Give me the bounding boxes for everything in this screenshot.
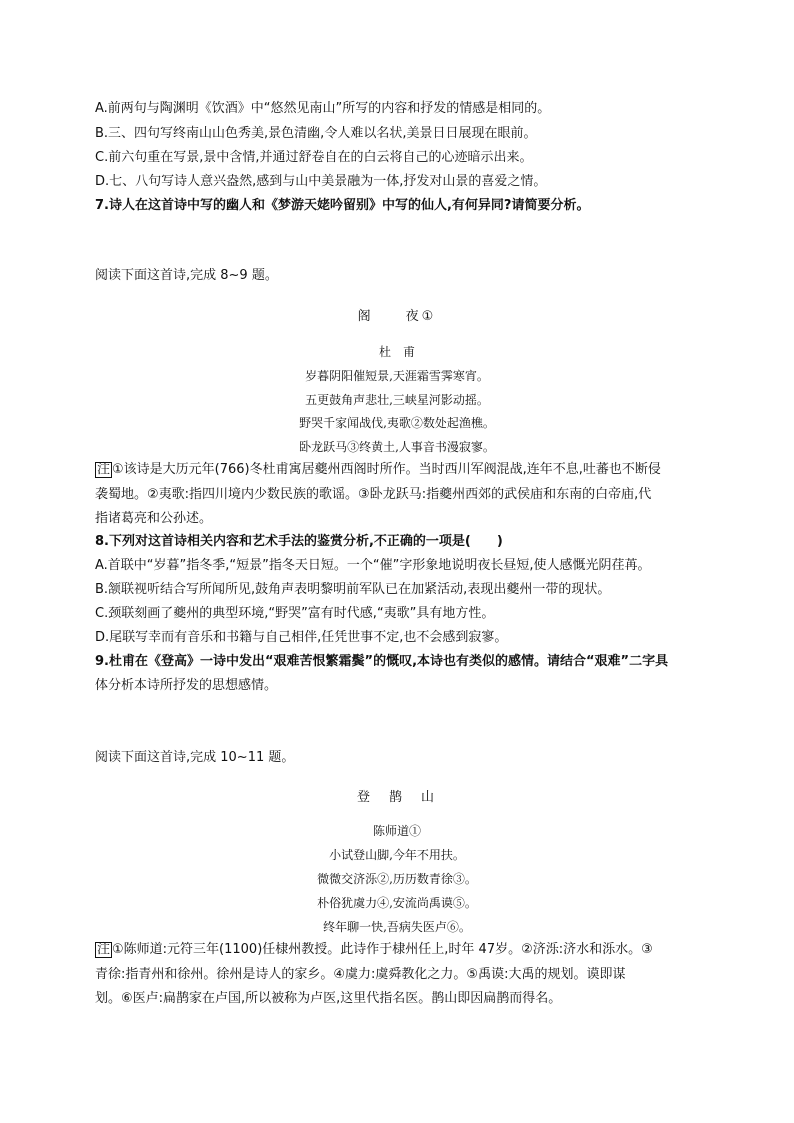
poem-line: 五更鼓角声悲壮,三峡星河影动摇。 — [305, 393, 489, 407]
note-line: 袭蜀地。②夷歌:指四川境内少数民族的歌谣。③卧龙跃马:指夔州西郊的武侯庙和东南的白帝庙,代 — [95, 487, 652, 502]
note-line: 青徐:指青州和徐州。徐州是诗人的家乡。④虞力:虞舜教化之力。⑤禹谟:大禹的规划。谟即谋 — [95, 967, 626, 982]
q8-option-a: A.首联中“岁暮”指冬季,“短景”指冬天日短。一个“催”字形象地说明夜长昼短,使人感慨光阴荏苒。 — [95, 558, 651, 573]
note-label: 注 — [97, 942, 111, 957]
q6-option-d: D.七、八句写诗人意兴盎然,感到与山中美景融为一体,抒发对山景的喜爱之情。 — [95, 174, 547, 189]
q6-option-a: A.前两句与陶渊明《饮酒》中“悠然见南山”所写的内容和抒发的情感是相同的。 — [95, 101, 551, 116]
poem-title: 阁 夜① — [357, 309, 437, 324]
q8-option-c: C.颈联刻画了夔州的典型环境,“野哭”富有时代感,“夷歌”具有地方性。 — [95, 606, 495, 621]
note-line — [95, 462, 661, 478]
note-line — [95, 942, 653, 958]
q6-option-b: B.三、四句写终南山山色秀美,景色清幽,令人难以名状,美景日日展现在眼前。 — [95, 126, 537, 141]
q8-option-d: D.尾联写幸而有音乐和书籍与自己相伴,任凭世事不定,也不会感到寂寥。 — [95, 630, 508, 645]
q8-option-b: B.颔联视听结合写所闻所见,鼓角声表明黎明前军队已在加紧活动,表现出夔州一带的现状。 — [95, 582, 611, 597]
poem-line: 卧龙跃马③终黄土,人事音书漫寂寥。 — [299, 440, 495, 454]
section3-intro: 阅读下面这首诗,完成 10~11 题。 — [95, 750, 295, 765]
note-label: 注 — [97, 462, 111, 477]
question-9-cont: 体分析本诗所抒发的思想感情。 — [95, 678, 278, 693]
poem-line: 终年聊一快,吾病失医卢⑥。 — [323, 920, 471, 934]
note-line: 划。⑥医卢:扁鹊家在卢国,所以被称为卢医,这里代指名医。鹊山即因扁鹊而得名。 — [95, 991, 562, 1006]
note-text: ①该诗是大历元年(766)冬杜甫寓居夔州西阁时所作。当时西川军阀混战,连年不息,吐蕃也不断侵 — [112, 462, 661, 477]
section2-intro: 阅读下面这首诗,完成 8~9 题。 — [95, 268, 278, 283]
poem-author: 陈师道① — [372, 824, 421, 838]
note-line: 指诸葛亮和公孙述。 — [95, 511, 213, 526]
q6-option-c: C.前六句重在写景,景中含情,并通过舒卷自在的白云将自己的心迹暗示出来。 — [95, 150, 533, 165]
note-text: ①陈师道:元符三年(1100)任棣州教授。此诗作于棣州任上,时年 47岁。②济泺:济水和泺水。③ — [112, 942, 653, 957]
question-9: 9.杜甫在《登高》一诗中发出“艰难苦恨繁霜鬓”的慨叹,本诗也有类似的感情。请结合“艰难”二字具 — [95, 654, 669, 669]
poem-line: 小试登山脚,今年不用扶。 — [329, 848, 465, 862]
poem-author: 杜 甫 — [378, 345, 415, 359]
question-8: 8.下列对这首诗相关内容和艺术手法的鉴赏分析,不正确的一项是( ) — [95, 534, 503, 549]
poem-line: 岁暮阴阳催短景,天涯霜雪霁寒宵。 — [305, 369, 489, 383]
poem-line: 野哭千家闻战伐,夷歌②数处起渔樵。 — [299, 416, 495, 430]
poem-title: 登 鹊 山 — [356, 790, 437, 805]
poem-line: 微微交济泺②,历历数青徐③。 — [317, 872, 477, 886]
question-7: 7.诗人在这首诗中写的幽人和《梦游天姥吟留别》中写的仙人,有何异同?请简要分析。 — [95, 198, 590, 213]
poem-line: 朴俗犹虞力④,安流尚禹谟⑤。 — [317, 896, 477, 910]
